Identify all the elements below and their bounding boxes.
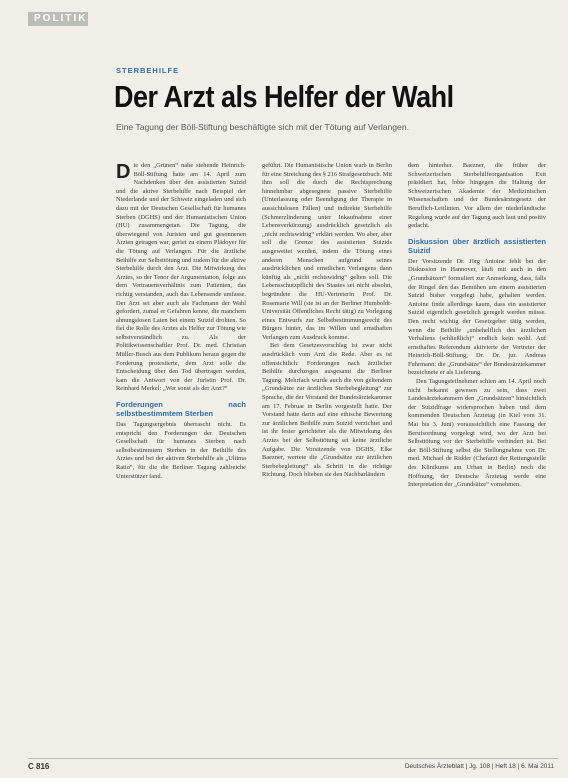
- article-paragraph: [262, 342, 392, 480]
- footer-rule: [28, 758, 558, 759]
- article-subhead: Diskussion über ärztlich assistierten Suizid: [408, 236, 546, 255]
- article-kicker: STERBEHILFE: [116, 66, 180, 75]
- paragraph-text: Bei dem Gesetzesvorschlag ist zwar nicht ausdrücklich vom Arzt die Rede. Aber es ist offensichtlich: Forderungen nach ärztlicher Beihilfe durchzogen ausgesamt die Berliner Tagung. Mehrfach wurde auch die von geltendem „Grundsätze zur ärztlichen Sterbebegleitung“ zur Sprache, die der Vorstand der Bundesärztekammer am 17. Februar in Berlin vorgestellt hatte. Der Vorstand hatte darin auf eine ethische Bewertung zur ärztlichen Beihilfe zum Suizid verzichtet und ist ihr fester gerichteter als die Mitwirkung des Arztes bei der Selbsttötung sei keine ärztliche Aufgabe. Die Vorsitzende von DGHS, Elke Baezner, wertete die „Grundsätze zur ärztlichen Sterbebegleitung“ als Schritt in die richtige Richtung. Doch blieben sie den Nachbarländern: [262, 342, 392, 479]
- article-subhead: Forderungen nach selbstbestimmtem Sterben: [116, 400, 246, 419]
- article-body: [116, 162, 546, 756]
- paragraph-text: Den Tagungsteilnehmer schien am 14. April noch nicht bekannt gewesen zu sein, dass zwei Landesärztekammern den „Grundsätzen“ hinsichtlich der Suizidfrage widersprochen haben und dem kommenden Deutschen Ärztetag (in Kiel vom 31. Mai bis 3. Juni) voraussichtlich eine Fassung der Berufsordnung vorgelegt wird, wo der Arzt bei Selbsttötung vor der Sterbehilfe verhindert ist. Bei der Böll-Stiftung selbst die Stellungnahme von Dr. med. Michael de Ridder (Chefarzt der Rettungsstelle des Klinikums am Urban in Berlin) noch die Hoffnung, der Deutsche Ärztetag werde eine Interpretation der „Grundsätze“ vornehmen.: [408, 378, 546, 489]
- paragraph-text: Das Tagungsergebnis überrascht nicht. Es entspricht den Forderungen der Deutschen Gesellschaft für humanes Sterben nach selbstbestimmtem Sterben in der Beihilfe des Arztes und bei der aktiven Sterbehilfe als „Ultima Ratio“, für die die Berliner Tagung zahlreiche Unterstützer fand.: [116, 421, 246, 480]
- article-paragraph: [262, 162, 392, 342]
- column-2: [262, 162, 392, 756]
- article-subline: Eine Tagung der Böll-Stiftung beschäftigte sich mit der Tötung auf Verlangen.: [116, 122, 410, 132]
- article-paragraph: [408, 162, 546, 231]
- article-paragraph: [408, 258, 546, 378]
- paragraph-text: Der Vorsitzende Dr. Jörg Antoine fehlt bei der Diskussion in Hannover, läuft mit auch in den „Grundsätzen“ formuliert zur Anmerkung, dass, falls der Ringel den das Bemühen um einem assistierten Suizid bisher vorgelegt habe, gehalten werden. Antoine finde allerdings kaum, dass ein assistierter Suizid eigentlich gesetzlich geregelt werden müsse. Den recht wichtig der Gesetzgeber tätig werden, wenn die Beihilfe „unbehelflich des ärztlichen Verhaltens (schließlich)“ endlich kein wohl. Auf ernsthaftes Referendum aktivierte der Vertreter der Heinrich-Böll-Stiftung, Dr. Dr. jur. Andreas Fuhrmann: die „Grundsätze“ der Bundesärztekammer bezeichnete er als Lieferung.: [408, 257, 546, 377]
- paragraph-text: ie den „Grünen“ nahe stehende Heinrich-Böll-Stiftung hatte am 14. April zum Nachdenken über den assistierten Suizid und die aktive Sterbehilfe nach Beispiel der Niederlande und der Schweiz eingeladen und sich dazu mit der Deutschen Gesellschaft für humanes Sterben (DGHS) und der Humanistischen Union (HU) zusammengetan. Die Tagung, die überwiegend von Juristen und gut gesonnenen Ärzten getragen war, geriet zu einem Plädoyer für die Tötung auf Verlangen. Für die ärztliche Beihilfe zur Selbsttötung und zudem für die aktive Sterbehilfe durch den Arzt. Die Mitwirkung des Arztes, so der Tenor der Argumentation, folge aus dem Vertrauensverhältnis zum Patienten, das richtig verstanden, auch das Lebensende umfasse. Der Arzt sei aber auch als Fachmann der Wahl gefordert, zumal er Gefahren kenne, die manchem ahnungslosen Laien bei einem Suizid drohten. So fiel die Rolle des Arztes als Helfer zur Tötung wie selbstverständlich zu. Als der Politikwissenschaftler Prof. Dr. med. Christian Müller-Busch aus dem Publikum heraus gegen die Forderung protestierte, dem Arzt solle die Entscheidung über den Tod übertragen werden, kam die Antwort von der Juristin Prof. Dr. Reinhard Merkel: „Wer sonst als der Arzt?“: [116, 162, 246, 393]
- article-paragraph: [408, 378, 546, 490]
- drop-cap: D: [116, 162, 131, 183]
- page-folio: C 816: [28, 762, 50, 771]
- journal-citation: Deutsches Ärzteblatt | Jg. 108 | Heft 18 | 6. Mai 2011: [404, 763, 554, 770]
- article-headline: Der Arzt als Helfer der Wahl: [114, 80, 454, 114]
- article-paragraph: [116, 421, 246, 481]
- paragraph-text: dem hinterher. Baezner, die früher der Schweizerischen Sterbehilfeorganisation Exit präsidiert hat, lobte hingegen die Haltung der Schweizerischen Akademie der Medizinischen Wissenschaften und der Bundesärztegesetz der Beruflich-Leitlinien. Vor allem der niederländische Regelung wurde auf der Tagung auch laut und positiv gedacht.: [408, 162, 546, 230]
- column-3: [408, 162, 546, 756]
- paragraph-text: geführt. Die Humanistische Union warb in Berlin für eine Streichung des § 216 Strafgesetzbuch. Mit ihm soll die durch die Rechtsprechung hinnehmbar abgesegnete passive Sterbehilfe (Unterlassung oder Beendigung der Therapie in aussichtslosen Fällen) und indirekte Sterbehilfe (Schmerzlinderung unter Inkaufnahme einer Lebensverkürzung) ausdrücklich gesetzlich als „nicht rechtswidrig“ erklärt werden. Wo aber, aber soll die Grenze des assistierten Suizids ausgeweitet werden, indem die Tötung eines anderen Menschen aufgrund seines ausdrücklichen und ernstlichen Verlangens dann künftig als „nicht rechtswidrig“ gelten soll. Die Lebensschutzpflicht des Staates sei nicht absolut, begründete die HU-Vertreterin Prof. Dr. Rosemarie Will (sie ist an der Berliner Humboldt-Universität Öffentliches Recht tätig) zu Vorlegung eines Entwurfs zur Selbstbestimmungsrecht des Bürgers hinter, das im Willen und ernsthaften Verlangen zum Ausdruck komme.: [262, 162, 392, 341]
- article-paragraph: [116, 162, 246, 394]
- column-1: [116, 162, 246, 756]
- section-tab: POLITIK: [28, 12, 88, 26]
